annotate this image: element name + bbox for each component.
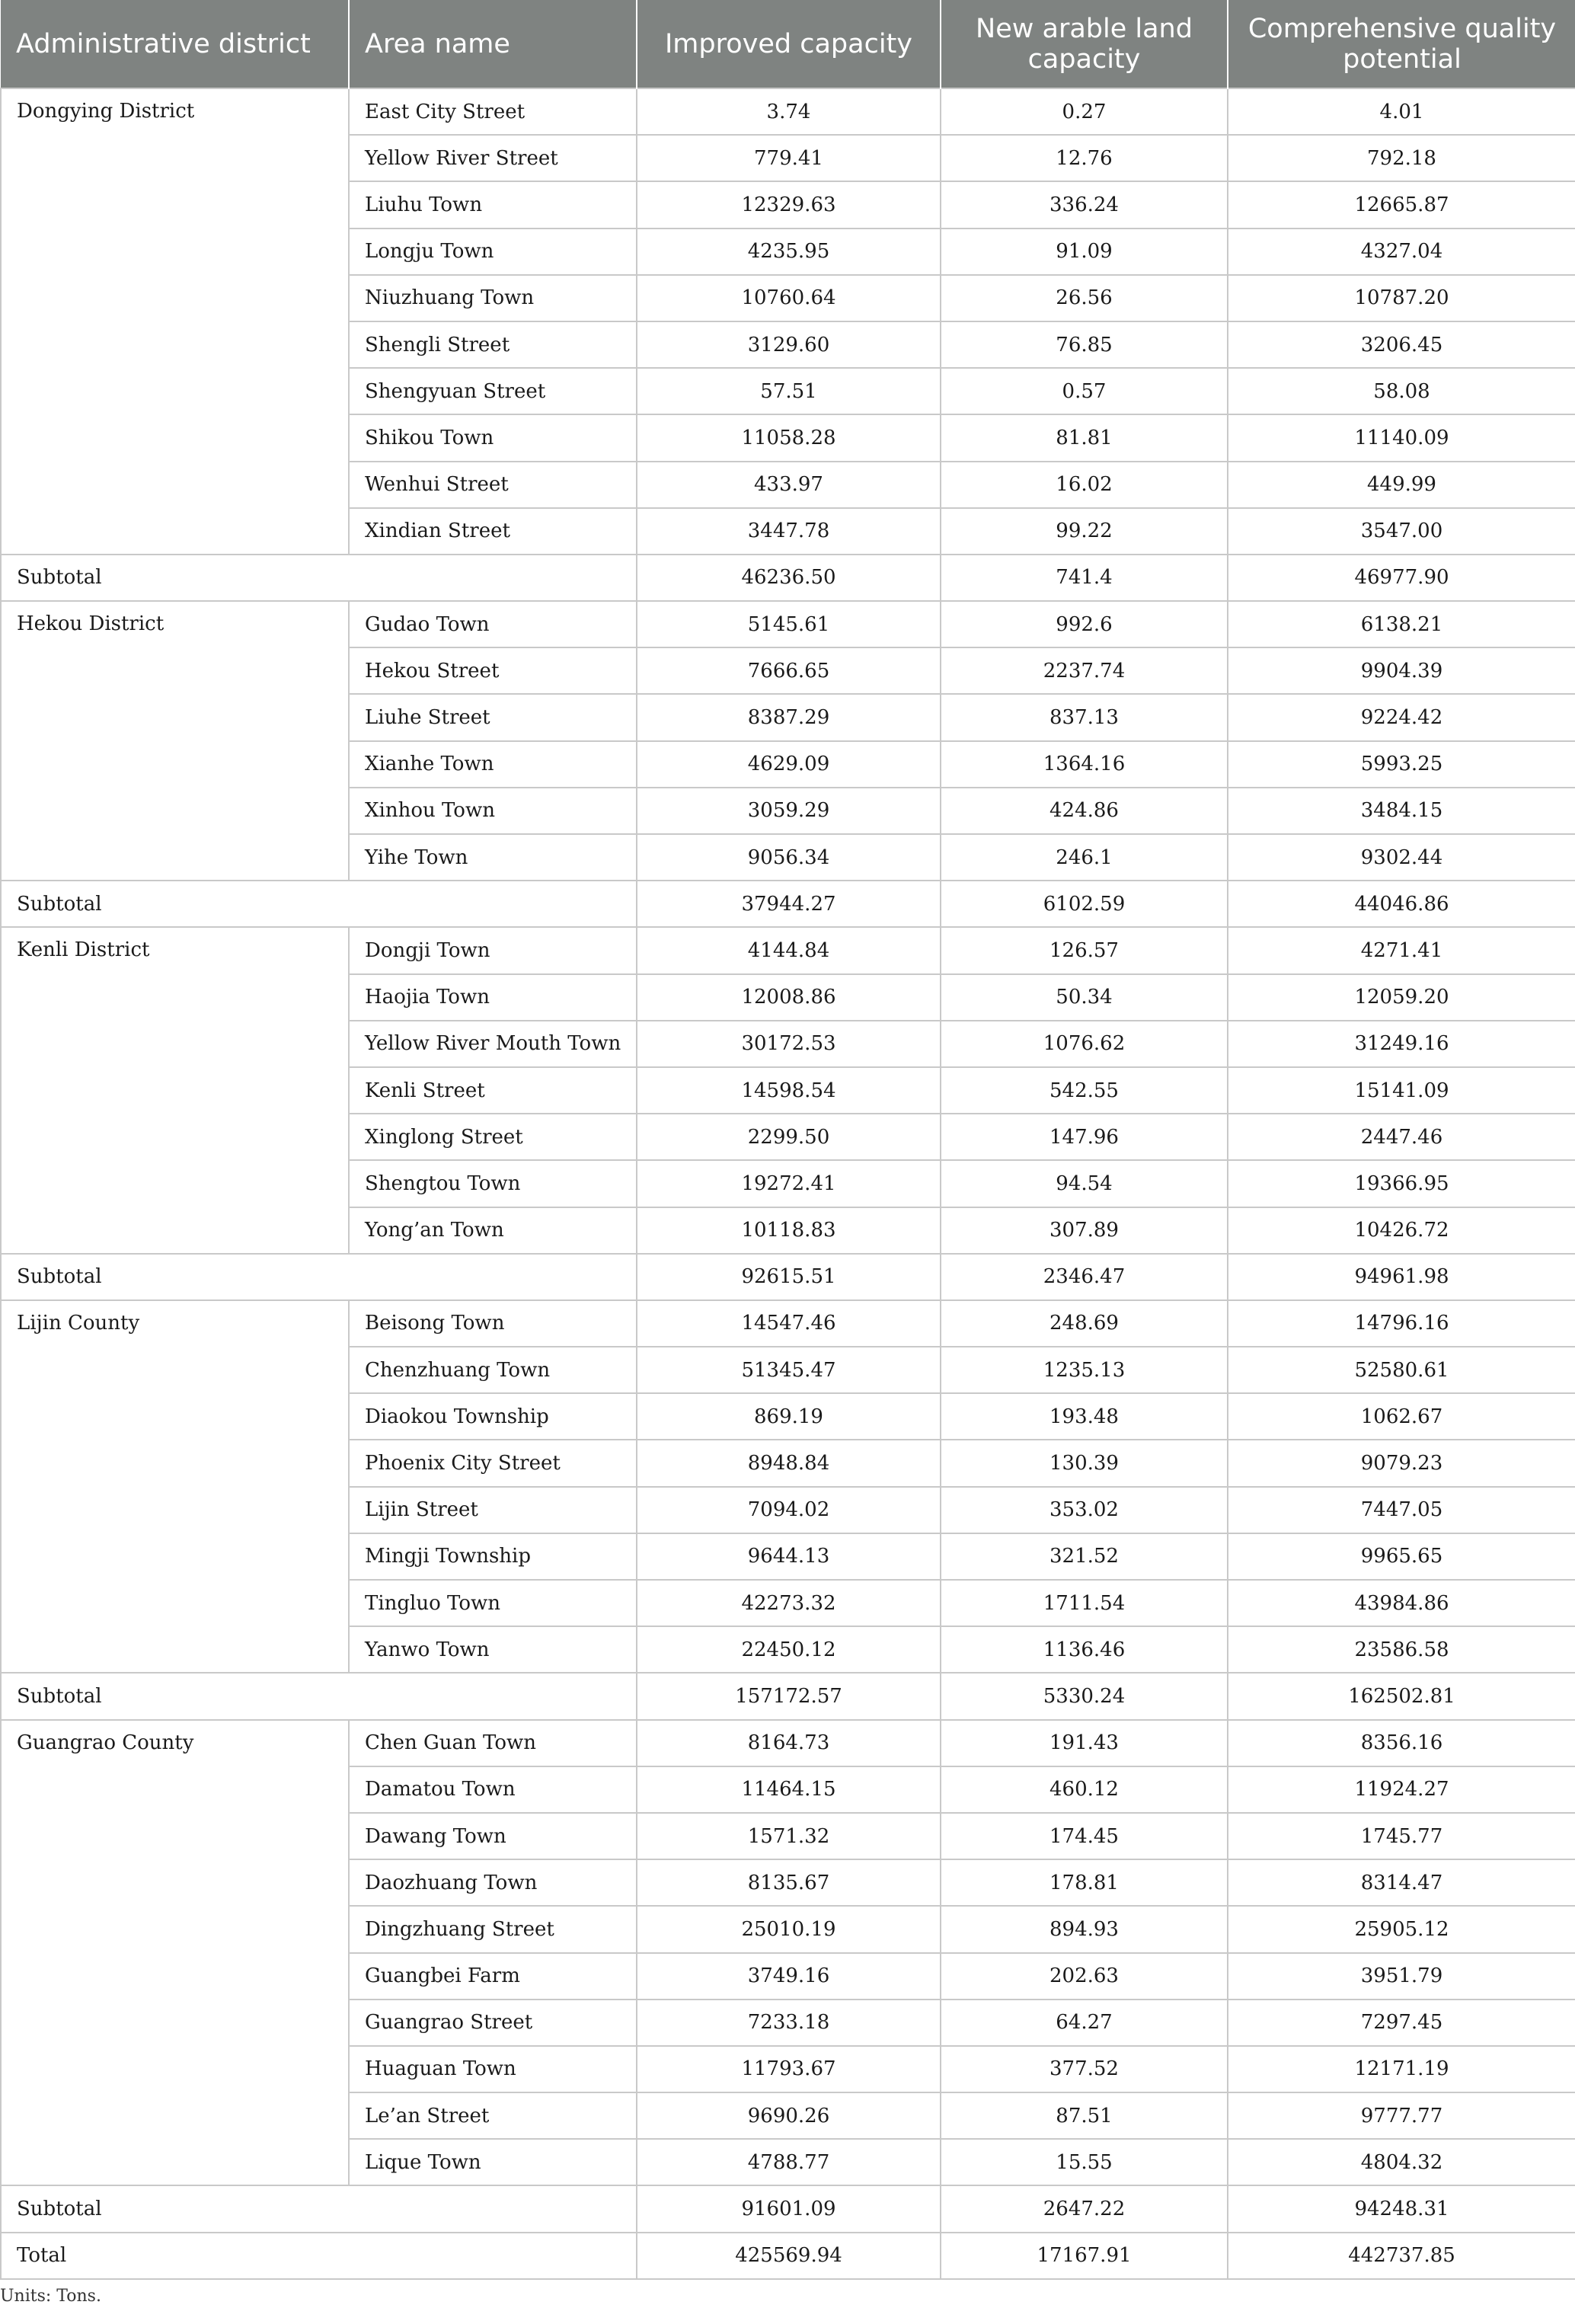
quality-potential-cell: 3484.15	[1228, 788, 1575, 834]
table-row	[1, 1300, 1575, 1347]
quality-potential-cell: 52580.61	[1228, 1347, 1575, 1393]
new-arable-land-cell: 894.93	[941, 1906, 1228, 1952]
header-improved-capacity: Improved capacity	[637, 0, 941, 88]
subtotal-new-arable-land: 2346.47	[941, 1254, 1228, 1300]
area-name-cell: Huaguan Town	[349, 2046, 637, 2092]
area-name-cell: Dawang Town	[349, 1813, 637, 1859]
area-name-cell: Tingluo Town	[349, 1580, 637, 1626]
improved-capacity-cell: 8164.73	[637, 1720, 941, 1766]
subtotal-label: Subtotal	[1, 1254, 637, 1300]
improved-capacity-cell: 42273.32	[637, 1580, 941, 1626]
subtotal-improved-capacity: 92615.51	[637, 1254, 941, 1300]
total-improved-capacity: 425569.94	[637, 2233, 941, 2279]
quality-potential-cell: 4327.04	[1228, 229, 1575, 275]
improved-capacity-cell: 7233.18	[637, 2000, 941, 2046]
new-arable-land-cell: 64.27	[941, 2000, 1228, 2046]
subtotal-quality-potential: 94248.31	[1228, 2185, 1575, 2232]
improved-capacity-cell: 9644.13	[637, 1533, 941, 1580]
district-cell: Hekou District	[1, 601, 349, 881]
header-new-arable-land-capacity: New arable land capacity	[941, 0, 1228, 88]
quality-potential-cell: 9302.44	[1228, 834, 1575, 881]
area-name-cell: Lijin Street	[349, 1487, 637, 1533]
quality-potential-cell: 792.18	[1228, 135, 1575, 181]
improved-capacity-cell: 12008.86	[637, 974, 941, 1021]
table-row	[1, 88, 1575, 135]
new-arable-land-cell: 542.55	[941, 1067, 1228, 1114]
improved-capacity-cell: 57.51	[637, 368, 941, 414]
subtotal-label: Subtotal	[1, 881, 637, 927]
area-name-cell: Gudao Town	[349, 601, 637, 647]
improved-capacity-cell: 9690.26	[637, 2092, 941, 2139]
area-name-cell: Phoenix City Street	[349, 1440, 637, 1486]
area-name-cell: Shengtou Town	[349, 1160, 637, 1207]
improved-capacity-cell: 433.97	[637, 462, 941, 508]
improved-capacity-cell: 30172.53	[637, 1021, 941, 1067]
improved-capacity-cell: 869.19	[637, 1393, 941, 1440]
quality-potential-cell: 10787.20	[1228, 275, 1575, 321]
area-name-cell: Le’an Street	[349, 2092, 637, 2139]
area-name-cell: Xindian Street	[349, 508, 637, 555]
new-arable-land-cell: 26.56	[941, 275, 1228, 321]
improved-capacity-cell: 25010.19	[637, 1906, 941, 1952]
new-arable-land-cell: 15.55	[941, 2139, 1228, 2185]
area-name-cell: East City Street	[349, 88, 637, 135]
improved-capacity-cell: 11464.15	[637, 1766, 941, 1813]
quality-potential-cell: 9777.77	[1228, 2092, 1575, 2139]
quality-potential-cell: 19366.95	[1228, 1160, 1575, 1207]
area-name-cell: Hekou Street	[349, 647, 637, 694]
quality-potential-cell: 4271.41	[1228, 927, 1575, 973]
subtotal-label: Subtotal	[1, 555, 637, 601]
subtotal-new-arable-land: 6102.59	[941, 881, 1228, 927]
improved-capacity-cell: 12329.63	[637, 181, 941, 228]
improved-capacity-cell: 22450.12	[637, 1626, 941, 1673]
area-name-cell: Lique Town	[349, 2139, 637, 2185]
area-name-cell: Xinhou Town	[349, 788, 637, 834]
table-body	[1, 88, 1575, 2279]
quality-potential-cell: 8314.47	[1228, 1859, 1575, 1906]
new-arable-land-cell: 193.48	[941, 1393, 1228, 1440]
district-cell: Guangrao County	[1, 1720, 349, 2186]
quality-potential-cell: 3547.00	[1228, 508, 1575, 555]
improved-capacity-cell: 4144.84	[637, 927, 941, 973]
new-arable-land-cell: 1711.54	[941, 1580, 1228, 1626]
new-arable-land-cell: 81.81	[941, 414, 1228, 461]
area-name-cell: Mingji Township	[349, 1533, 637, 1580]
subtotal-improved-capacity: 157172.57	[637, 1673, 941, 1719]
area-name-cell: Guangrao Street	[349, 2000, 637, 2046]
new-arable-land-cell: 246.1	[941, 834, 1228, 881]
improved-capacity-cell: 3749.16	[637, 1953, 941, 2000]
new-arable-land-cell: 91.09	[941, 229, 1228, 275]
subtotal-improved-capacity: 37944.27	[637, 881, 941, 927]
new-arable-land-cell: 87.51	[941, 2092, 1228, 2139]
quality-potential-cell: 10426.72	[1228, 1207, 1575, 1254]
new-arable-land-cell: 94.54	[941, 1160, 1228, 1207]
area-name-cell: Yong’an Town	[349, 1207, 637, 1254]
area-name-cell: Xinglong Street	[349, 1114, 637, 1160]
new-arable-land-cell: 1136.46	[941, 1626, 1228, 1673]
new-arable-land-cell: 992.6	[941, 601, 1228, 647]
quality-potential-cell: 6138.21	[1228, 601, 1575, 647]
subtotal-row	[1, 881, 1575, 927]
quality-potential-cell: 1062.67	[1228, 1393, 1575, 1440]
area-name-cell: Damatou Town	[349, 1766, 637, 1813]
improved-capacity-cell: 10118.83	[637, 1207, 941, 1254]
area-name-cell: Diaokou Township	[349, 1393, 637, 1440]
area-name-cell: Shengyuan Street	[349, 368, 637, 414]
new-arable-land-cell: 2237.74	[941, 647, 1228, 694]
subtotal-quality-potential: 162502.81	[1228, 1673, 1575, 1719]
quality-potential-cell: 3206.45	[1228, 321, 1575, 368]
new-arable-land-cell: 50.34	[941, 974, 1228, 1021]
improved-capacity-cell: 3.74	[637, 88, 941, 135]
new-arable-land-cell: 1364.16	[941, 741, 1228, 788]
improved-capacity-cell: 779.41	[637, 135, 941, 181]
subtotal-improved-capacity: 46236.50	[637, 555, 941, 601]
new-arable-land-cell: 460.12	[941, 1766, 1228, 1813]
district-cell: Kenli District	[1, 927, 349, 1253]
new-arable-land-cell: 0.27	[941, 88, 1228, 135]
total-new-arable-land: 17167.91	[941, 2233, 1228, 2279]
table-header	[1, 0, 1575, 88]
quality-potential-cell: 31249.16	[1228, 1021, 1575, 1067]
subtotal-improved-capacity: 91601.09	[637, 2185, 941, 2232]
subtotal-row	[1, 1254, 1575, 1300]
quality-potential-cell: 4804.32	[1228, 2139, 1575, 2185]
new-arable-land-cell: 202.63	[941, 1953, 1228, 2000]
quality-potential-cell: 25905.12	[1228, 1906, 1575, 1952]
header-row	[1, 0, 1575, 88]
area-name-cell: Dongji Town	[349, 927, 637, 973]
area-name-cell: Yellow River Street	[349, 135, 637, 181]
area-name-cell: Beisong Town	[349, 1300, 637, 1347]
header-administrative-district: Administrative district	[1, 0, 349, 88]
new-arable-land-cell: 130.39	[941, 1440, 1228, 1486]
quality-potential-cell: 9224.42	[1228, 694, 1575, 740]
area-name-cell: Liuhu Town	[349, 181, 637, 228]
quality-potential-cell: 11924.27	[1228, 1766, 1575, 1813]
improved-capacity-cell: 14598.54	[637, 1067, 941, 1114]
quality-potential-cell: 23586.58	[1228, 1626, 1575, 1673]
improved-capacity-cell: 3059.29	[637, 788, 941, 834]
improved-capacity-cell: 8387.29	[637, 694, 941, 740]
area-name-cell: Haojia Town	[349, 974, 637, 1021]
area-name-cell: Guangbei Farm	[349, 1953, 637, 2000]
area-name-cell: Liuhe Street	[349, 694, 637, 740]
total-label: Total	[1, 2233, 637, 2279]
quality-potential-cell: 11140.09	[1228, 414, 1575, 461]
new-arable-land-cell: 126.57	[941, 927, 1228, 973]
subtotal-new-arable-land: 2647.22	[941, 2185, 1228, 2232]
improved-capacity-cell: 4629.09	[637, 741, 941, 788]
subtotal-quality-potential: 94961.98	[1228, 1254, 1575, 1300]
total-quality-potential: 442737.85	[1228, 2233, 1575, 2279]
quality-potential-cell: 449.99	[1228, 462, 1575, 508]
area-name-cell: Dingzhuang Street	[349, 1906, 637, 1952]
improved-capacity-cell: 4788.77	[637, 2139, 941, 2185]
quality-potential-cell: 4.01	[1228, 88, 1575, 135]
subtotal-quality-potential: 44046.86	[1228, 881, 1575, 927]
area-name-cell: Longju Town	[349, 229, 637, 275]
improved-capacity-cell: 7094.02	[637, 1487, 941, 1533]
area-name-cell: Chenzhuang Town	[349, 1347, 637, 1393]
units-footnote: Units: Tons.	[0, 2287, 101, 2306]
new-arable-land-cell: 76.85	[941, 321, 1228, 368]
improved-capacity-cell: 51345.47	[637, 1347, 941, 1393]
improved-capacity-cell: 8948.84	[637, 1440, 941, 1486]
improved-capacity-cell: 7666.65	[637, 647, 941, 694]
subtotal-row	[1, 555, 1575, 601]
new-arable-land-cell: 377.52	[941, 2046, 1228, 2092]
improved-capacity-cell: 9056.34	[637, 834, 941, 881]
new-arable-land-cell: 174.45	[941, 1813, 1228, 1859]
table-row	[1, 927, 1575, 973]
quality-potential-cell: 3951.79	[1228, 1953, 1575, 2000]
subtotal-label: Subtotal	[1, 1673, 637, 1719]
improved-capacity-cell: 11793.67	[637, 2046, 941, 2092]
subtotal-new-arable-land: 741.4	[941, 555, 1228, 601]
improved-capacity-cell: 2299.50	[637, 1114, 941, 1160]
new-arable-land-cell: 353.02	[941, 1487, 1228, 1533]
quality-potential-cell: 58.08	[1228, 368, 1575, 414]
improved-capacity-cell: 19272.41	[637, 1160, 941, 1207]
total-row	[1, 2233, 1575, 2279]
improved-capacity-cell: 4235.95	[637, 229, 941, 275]
new-arable-land-cell: 16.02	[941, 462, 1228, 508]
new-arable-land-cell: 1235.13	[941, 1347, 1228, 1393]
improved-capacity-cell: 3447.78	[637, 508, 941, 555]
quality-potential-cell: 9965.65	[1228, 1533, 1575, 1580]
new-arable-land-cell: 336.24	[941, 181, 1228, 228]
quality-potential-cell: 9079.23	[1228, 1440, 1575, 1486]
quality-potential-cell: 12665.87	[1228, 181, 1575, 228]
improved-capacity-cell: 1571.32	[637, 1813, 941, 1859]
subtotal-row	[1, 2185, 1575, 2232]
area-name-cell: Wenhui Street	[349, 462, 637, 508]
header-comprehensive-quality-potential: Comprehensive quality potential	[1228, 0, 1575, 88]
header-area-name: Area name	[349, 0, 637, 88]
quality-potential-cell: 8356.16	[1228, 1720, 1575, 1766]
area-name-cell: Yanwo Town	[349, 1626, 637, 1673]
new-arable-land-cell: 1076.62	[941, 1021, 1228, 1067]
area-name-cell: Xianhe Town	[349, 741, 637, 788]
new-arable-land-cell: 178.81	[941, 1859, 1228, 1906]
area-name-cell: Chen Guan Town	[349, 1720, 637, 1766]
improved-capacity-cell: 3129.60	[637, 321, 941, 368]
new-arable-land-cell: 837.13	[941, 694, 1228, 740]
area-name-cell: Shikou Town	[349, 414, 637, 461]
quality-potential-cell: 12059.20	[1228, 974, 1575, 1021]
quality-potential-cell: 2447.46	[1228, 1114, 1575, 1160]
area-name-cell: Daozhuang Town	[349, 1859, 637, 1906]
table-row	[1, 1720, 1575, 1766]
area-name-cell: Yellow River Mouth Town	[349, 1021, 637, 1067]
quality-potential-cell: 12171.19	[1228, 2046, 1575, 2092]
area-name-cell: Niuzhuang Town	[349, 275, 637, 321]
new-arable-land-cell: 0.57	[941, 368, 1228, 414]
subtotal-quality-potential: 46977.90	[1228, 555, 1575, 601]
subtotal-label: Subtotal	[1, 2185, 637, 2232]
new-arable-land-cell: 12.76	[941, 135, 1228, 181]
district-cell: Lijin County	[1, 1300, 349, 1673]
quality-potential-cell: 14796.16	[1228, 1300, 1575, 1347]
area-name-cell: Yihe Town	[349, 834, 637, 881]
district-cell: Dongying District	[1, 88, 349, 555]
table-row	[1, 601, 1575, 647]
area-name-cell: Shengli Street	[349, 321, 637, 368]
new-arable-land-cell: 321.52	[941, 1533, 1228, 1580]
new-arable-land-cell: 147.96	[941, 1114, 1228, 1160]
new-arable-land-cell: 99.22	[941, 508, 1228, 555]
improved-capacity-cell: 5145.61	[637, 601, 941, 647]
new-arable-land-cell: 424.86	[941, 788, 1228, 834]
quality-potential-cell: 9904.39	[1228, 647, 1575, 694]
area-name-cell: Kenli Street	[349, 1067, 637, 1114]
quality-potential-cell: 1745.77	[1228, 1813, 1575, 1859]
subtotal-new-arable-land: 5330.24	[941, 1673, 1228, 1719]
new-arable-land-cell: 191.43	[941, 1720, 1228, 1766]
quality-potential-cell: 5993.25	[1228, 741, 1575, 788]
quality-potential-cell: 7447.05	[1228, 1487, 1575, 1533]
quality-potential-cell: 15141.09	[1228, 1067, 1575, 1114]
quality-potential-cell: 7297.45	[1228, 2000, 1575, 2046]
quality-potential-cell: 43984.86	[1228, 1580, 1575, 1626]
improved-capacity-cell: 14547.46	[637, 1300, 941, 1347]
improved-capacity-cell: 11058.28	[637, 414, 941, 461]
new-arable-land-cell: 307.89	[941, 1207, 1228, 1254]
subtotal-row	[1, 1673, 1575, 1719]
new-arable-land-cell: 248.69	[941, 1300, 1228, 1347]
improved-capacity-cell: 10760.64	[637, 275, 941, 321]
improved-capacity-cell: 8135.67	[637, 1859, 941, 1906]
